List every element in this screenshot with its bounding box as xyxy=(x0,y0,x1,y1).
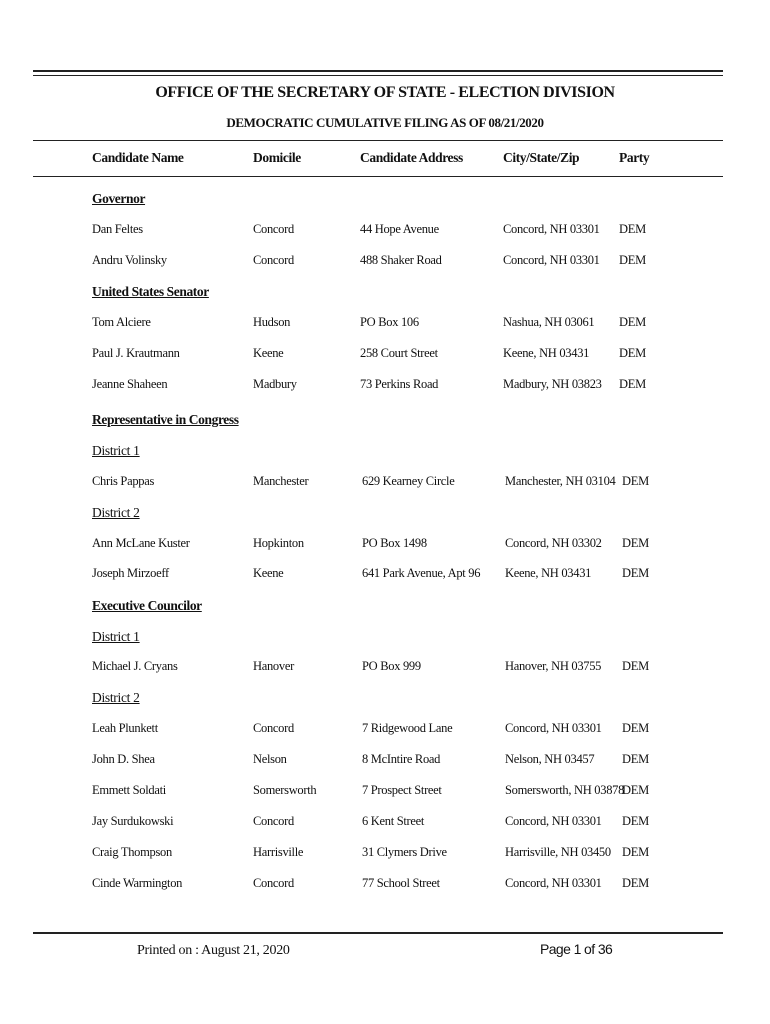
district-label: District 2 xyxy=(92,505,140,520)
header-top-rule xyxy=(33,140,723,141)
candidate-city: Concord, NH 03302 xyxy=(505,536,602,550)
candidate-city: Nashua, NH 03061 xyxy=(503,315,595,329)
candidate-city: Somersworth, NH 03878 xyxy=(505,783,625,797)
column-header-address: Candidate Address xyxy=(360,150,463,165)
candidate-address: 44 Hope Avenue xyxy=(360,222,439,236)
candidate-address: 8 McIntire Road xyxy=(362,752,441,766)
section-title-senator: United States Senator xyxy=(92,284,209,299)
candidate-address: PO Box 106 xyxy=(360,315,419,329)
candidate-party: DEM xyxy=(622,783,649,797)
candidate-city: Madbury, NH 03823 xyxy=(503,377,602,391)
candidate-address: 258 Court Street xyxy=(360,346,438,360)
candidate-domicile: Concord xyxy=(253,814,294,828)
candidate-address: 6 Kent Street xyxy=(362,814,425,828)
candidate-name: Joseph Mirzoeff xyxy=(92,566,169,580)
candidate-party: DEM xyxy=(622,721,649,735)
candidate-name: Emmett Soldati xyxy=(92,783,166,797)
footer-rule xyxy=(33,932,723,934)
candidate-address: 7 Prospect Street xyxy=(362,783,442,797)
candidate-domicile: Concord xyxy=(253,721,294,735)
candidate-party: DEM xyxy=(619,253,646,267)
candidate-city: Concord, NH 03301 xyxy=(505,876,602,890)
candidate-city: Harrisville, NH 03450 xyxy=(505,845,611,859)
page-subtitle: DEMOCRATIC CUMULATIVE FILING AS OF 08/21/2020 xyxy=(226,115,544,130)
candidate-name: Craig Thompson xyxy=(92,845,172,859)
candidate-city: Manchester, NH 03104 xyxy=(505,474,616,488)
district-label: District 2 xyxy=(92,690,140,705)
candidate-domicile: Madbury xyxy=(253,377,297,391)
candidate-name: Paul J. Krautmann xyxy=(92,346,180,360)
page-title: OFFICE OF THE SECRETARY OF STATE - ELECTION DIVISION xyxy=(155,84,615,101)
candidate-address: PO Box 1498 xyxy=(362,536,427,550)
candidate-party: DEM xyxy=(622,566,649,580)
candidate-city: Concord, NH 03301 xyxy=(503,253,600,267)
candidate-domicile: Hopkinton xyxy=(253,536,304,550)
printed-date: Printed on : August 21, 2020 xyxy=(137,943,290,958)
candidate-party: DEM xyxy=(619,346,646,360)
candidate-name: Tom Alciere xyxy=(92,315,151,329)
candidate-party: DEM xyxy=(622,876,649,890)
candidate-address: 7 Ridgewood Lane xyxy=(362,721,453,735)
top-rule-inner xyxy=(33,75,723,76)
candidate-address: 488 Shaker Road xyxy=(360,253,442,267)
candidate-city: Concord, NH 03301 xyxy=(505,721,602,735)
candidate-name: Leah Plunkett xyxy=(92,721,158,735)
candidate-party: DEM xyxy=(622,536,649,550)
section-title-governor: Governor xyxy=(92,191,146,206)
candidate-address: 73 Perkins Road xyxy=(360,377,439,391)
candidate-city: Keene, NH 03431 xyxy=(503,346,590,360)
candidate-party: DEM xyxy=(619,377,646,391)
candidate-address: 77 School Street xyxy=(362,876,440,890)
district-label: District 1 xyxy=(92,629,140,644)
candidate-domicile: Harrisville xyxy=(253,845,304,859)
column-header-city: City/State/Zip xyxy=(503,150,580,165)
candidate-name: Jeanne Shaheen xyxy=(92,377,168,391)
candidate-address: 31 Clymers Drive xyxy=(362,845,447,859)
candidate-name: Dan Feltes xyxy=(92,222,143,236)
page-number: Page 1 of 36 xyxy=(540,941,613,957)
candidate-name: Michael J. Cryans xyxy=(92,659,178,673)
candidate-name: Cinde Warmington xyxy=(92,876,183,890)
candidate-domicile: Somersworth xyxy=(253,783,317,797)
candidate-party: DEM xyxy=(619,222,646,236)
candidate-name: Andru Volinsky xyxy=(92,253,167,267)
candidate-name: Chris Pappas xyxy=(92,474,155,488)
candidate-party: DEM xyxy=(622,659,649,673)
candidate-city: Concord, NH 03301 xyxy=(503,222,600,236)
candidate-domicile: Concord xyxy=(253,876,294,890)
candidate-party: DEM xyxy=(622,752,649,766)
district-label: District 1 xyxy=(92,443,140,458)
candidate-name: Jay Surdukowski xyxy=(92,814,174,828)
candidate-party: DEM xyxy=(619,315,646,329)
column-header-party: Party xyxy=(619,150,650,165)
candidate-domicile: Concord xyxy=(253,253,294,267)
column-header-domicile: Domicile xyxy=(253,150,301,165)
candidate-name: Ann McLane Kuster xyxy=(92,536,190,550)
candidate-city: Keene, NH 03431 xyxy=(505,566,592,580)
candidate-domicile: Concord xyxy=(253,222,294,236)
candidate-domicile: Hudson xyxy=(253,315,291,329)
candidate-domicile: Nelson xyxy=(253,752,287,766)
candidate-address: 629 Kearney Circle xyxy=(362,474,455,488)
top-rule xyxy=(33,70,723,72)
candidate-party: DEM xyxy=(622,474,649,488)
section-title-congress: Representative in Congress xyxy=(92,412,239,427)
candidate-domicile: Keene xyxy=(253,346,284,360)
candidate-address: PO Box 999 xyxy=(362,659,421,673)
candidate-party: DEM xyxy=(622,814,649,828)
section-title-council: Executive Councilor xyxy=(92,598,202,613)
column-header-name: Candidate Name xyxy=(92,150,184,165)
header-bottom-rule xyxy=(33,176,723,177)
candidate-domicile: Keene xyxy=(253,566,284,580)
candidate-city: Concord, NH 03301 xyxy=(505,814,602,828)
candidate-party: DEM xyxy=(622,845,649,859)
candidate-address: 641 Park Avenue, Apt 96 xyxy=(362,566,481,580)
candidate-name: John D. Shea xyxy=(92,752,155,766)
candidate-domicile: Manchester xyxy=(253,474,309,488)
candidate-city: Hanover, NH 03755 xyxy=(505,659,602,673)
candidate-domicile: Hanover xyxy=(253,659,294,673)
candidate-city: Nelson, NH 03457 xyxy=(505,752,595,766)
